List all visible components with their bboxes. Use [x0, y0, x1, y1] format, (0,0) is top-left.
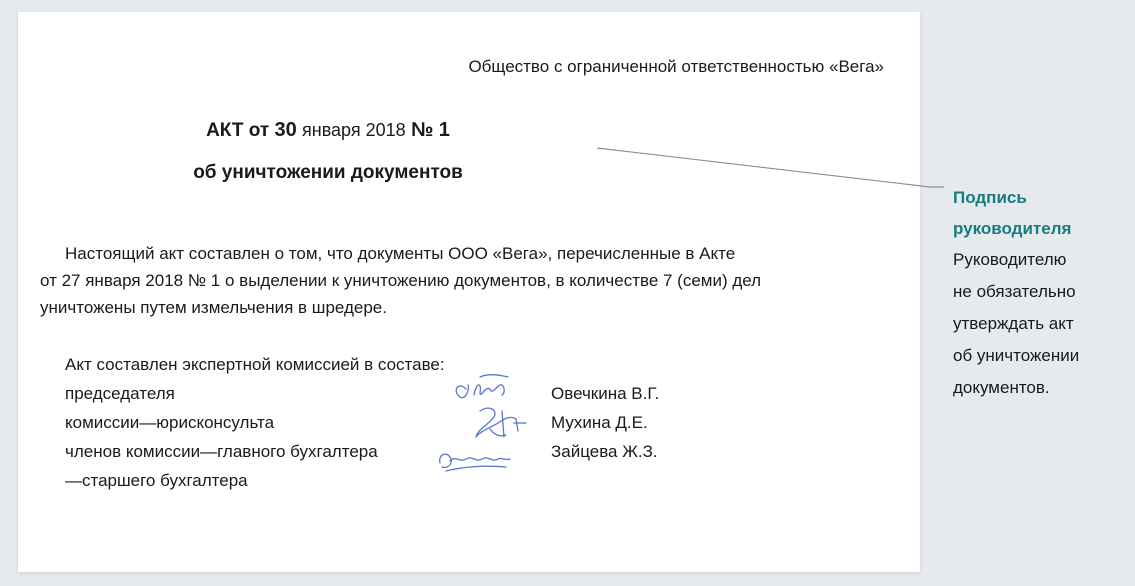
annotation-text: Руководителю [953, 250, 1067, 269]
member-name: Зайцева Ж.З. [551, 442, 658, 461]
commission-line: председателя [65, 384, 175, 403]
member-name: Мухина Д.Е. [551, 413, 648, 432]
annotation-text: не обязательно [953, 282, 1076, 301]
handwritten-signatures [418, 367, 548, 477]
act-title-number: № 1 [410, 119, 450, 141]
annotation-heading: Подпись [953, 188, 1027, 207]
act-title-prefix: АКТ от [206, 120, 270, 141]
commission-line: членов комиссии—главного бухгалтера [65, 442, 378, 461]
act-body [40, 240, 761, 321]
body-line: уничтожены путем измельчения в шредере. [40, 298, 387, 317]
annotation-text: утверждать акт [953, 314, 1074, 333]
commission-line: комиссии—юрисконсульта [65, 413, 275, 432]
act-title-day: 30 [274, 119, 297, 141]
annotation-text: об уничтожении [953, 346, 1080, 365]
organization-name: Общество с ограниченной ответственностью «Вега» [468, 57, 884, 76]
body-line: Настоящий акт составлен о том, что документы ООО «Вега», перечисленные в Акте [65, 244, 736, 263]
body-line: от 27 января 2018 № 1 о выделении к уничтожению документов, в количестве 7 (семи) дел [40, 271, 762, 290]
annotation-panel [953, 182, 1128, 404]
act-title [18, 119, 638, 142]
signature-1 [456, 375, 508, 398]
act-subtitle: об уничтожении документов [193, 162, 463, 183]
member-name: Овечкина В.Г. [551, 384, 660, 403]
commission-line: —старшего бухгалтера [65, 471, 248, 490]
commission-line: Акт составлен экспертной комиссией в составе: [65, 355, 445, 374]
act-title-month-year: января 2018 [302, 120, 406, 140]
document-page [18, 12, 920, 572]
signature-3 [440, 454, 510, 471]
signature-2 [476, 408, 526, 437]
annotation-heading: руководителя [953, 219, 1072, 238]
commission-list [65, 350, 445, 495]
annotation-text: документов. [953, 378, 1050, 397]
commission-names [551, 379, 659, 466]
